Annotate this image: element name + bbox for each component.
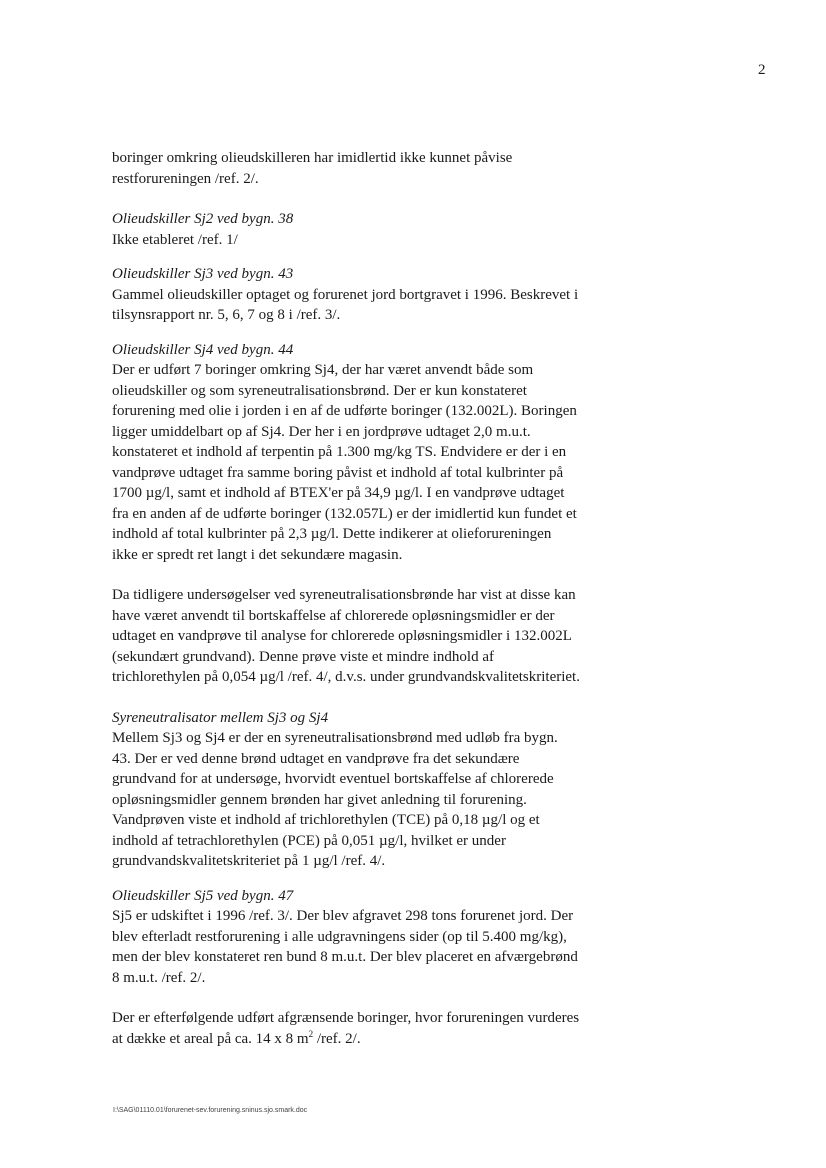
paragraph: Mellem Sj3 og Sj4 er der en syreneutralisationsbrønd med udløb fra bygn. 43. Der er ved denne brønd udtaget en vandprøve fra det sekundære grundvand for at undersøge, hvorvidt eventuel bortskaffelse af chlorerede opløsningsmidler gennem brønden har givet anledning til forurening. Vandprøven viste et indhold af trichlorethylen (TCE) på 0,18 µg/l og et indhold af tetrachlorethylen (PCE) på 0,051 µg/l, hvilket er under grundvandskvalitetskriteriet på 1 µg/l /ref. 4/. [112,730,558,869]
section-heading: Olieudskiller Sj3 ved bygn. 43 [112,266,294,282]
footer-path: I:\SAG\01110.01\forurenet-sev.forurening.sninus.sjo.smark.doc [113,1107,308,1114]
superscript: 2 [308,1028,314,1039]
document-body [112,148,580,1049]
section-heading: Olieudskiller Sj5 ved bygn. 47 [112,887,294,904]
paragraph: Der er udført 7 boringer omkring Sj4, der har været anvendt både som olieudskiller og som syreneutralisationsbrønd. Der er kun konstateret forurening med olie i jorden i en af de udførte boringer (132.002L). Boringen ligger umiddelbart op af Sj4. Der her i en jordprøve udtaget 2,0 m.u.t. konstateret et indhold af terpentin på 1.300 mg/kg TS. Endvidere er der i en vandprøve udtaget fra samme boring påvist et indhold af total kulbrinter på 1700 µg/l, samt et indhold af BTEX'er på 34,9 µg/l. I en vandprøve udtaget fra en anden af de udførte boringer (132.057L) er der imidlertid kun fundet et indhold af total kulbrinter på 2,3 µg/l. Dette indikerer at olieforureningen ikke er spredt ret langt i det sekundære magasin. [112,362,577,563]
section-heading: Olieudskiller Sj4 ved bygn. 44 [112,341,294,358]
section-heading: Syreneutralisator mellem Sj3 og Sj4 [112,709,329,726]
paragraph: boringer omkring olieudskilleren har imidlertid ikke kunnet påvise restforureningen /ref. 2/. [112,150,513,187]
final-text: Der er efterfølgende udført afgrænsende boringer, hvor forureningen vurderes at dække et areal på ca. 14 x 8 m [112,1010,580,1047]
paragraph: Ikke etableret /ref. 1/ [112,231,238,248]
paragraph: Sj5 er udskiftet i 1996 /ref. 3/. Der blev afgravet 298 tons forurenet jord. Der blev efterladt restforurening i alle udgravningens sider (op til 5.400 mg/kg), men der blev konstateret ren bund 8 m.u.t. Der blev placeret en afværgebrønd 8 m.u.t. /ref. 2/. [112,908,578,986]
section-heading: Olieudskiller Sj2 ved bygn. 38 [112,211,294,227]
final-ref: /ref. 2/. [313,1030,361,1047]
paragraph: Da tidligere undersøgelser ved syreneutralisationsbrønde har vist at disse kan have været anvendt til bortskaffelse af chlorerede opløsningsmidler er der udtaget en vandprøve til analyse for chlorerede opløsningsmidler i 132.002L (sekundært grundvand). Denne prøve viste et mindre indhold af trichlorethylen på 0,054 µg/l /ref. 4/, d.v.s. under grundvandskvalitetskriteriet. [112,587,580,685]
paragraph: Gammel olieudskiller optaget og forurenet jord bortgravet i 1996. Beskrevet i tilsynsrapport nr. 5, 6, 7 og 8 i /ref. 3/. [112,286,579,323]
page-number: 2 [758,62,766,78]
final-paragraph [112,1008,580,1049]
